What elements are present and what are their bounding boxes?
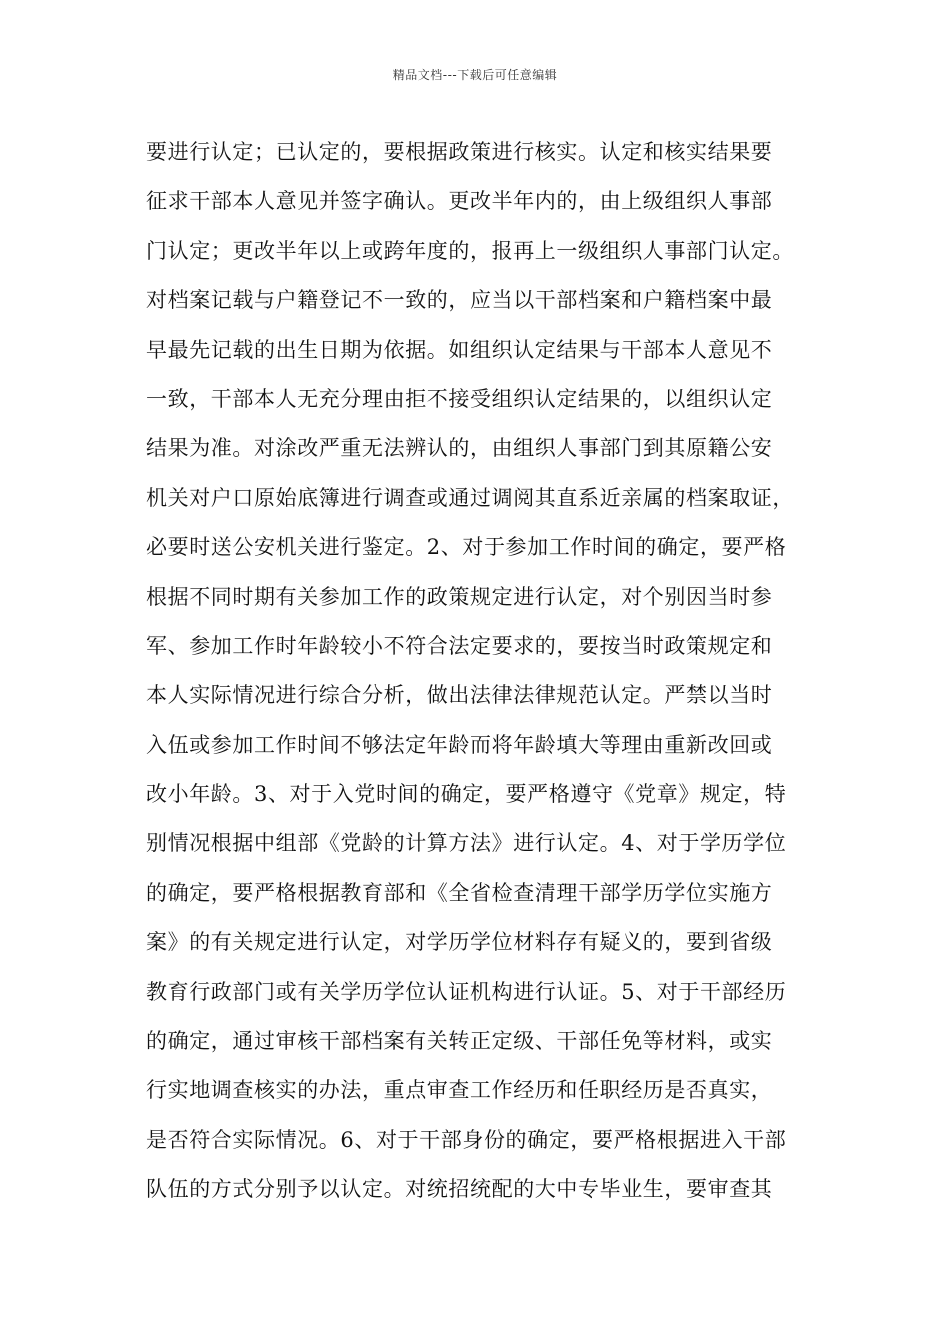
text-line: 队伍的方式分别予以认定。对统招统配的大中专毕业生，要审查其 (146, 1177, 773, 1202)
text-line: 别情况根据中组部《党龄的计算方法》进行认定。4、对于学历学位 (146, 831, 787, 856)
text-line: 军、参加工作时年龄较小不符合法定要求的，要按当时政策规定和 (146, 633, 773, 658)
text-line: 根据不同时期有关参加工作的政策规定进行认定，对个别因当时参 (146, 584, 773, 609)
text-line: 是否符合实际情况。6、对于干部身份的确定，要严格根据进入干部 (146, 1127, 787, 1152)
text-line: 的确定，要严格根据教育部和《全省检查清理干部学历学位实施方 (146, 880, 773, 905)
text-line: 案》的有关规定进行认定，对学历学位材料存有疑义的，要到省级 (146, 930, 773, 955)
text-line: 机关对户口原始底簿进行调查或通过调阅其直系近亲属的档案取证， (146, 485, 794, 510)
text-line: 征求干部本人意见并签字确认。更改半年内的，由上级组织人事部 (146, 189, 773, 214)
document-body (146, 135, 836, 1222)
text-line: 结果为准。对涂改严重无法辨认的，由组织人事部门到其原籍公安 (146, 436, 773, 461)
text-line: 教育行政部门或有关学历学位认证机构进行认证。5、对于干部经历 (146, 979, 787, 1004)
text-line: 的确定，通过审核干部档案有关转正定级、干部任免等材料，或实 (146, 1029, 773, 1054)
text-line: 早最先记载的出生日期为依据。如组织认定结果与干部本人意见不 (146, 337, 773, 362)
text-line: 改小年龄。3、对于入党时间的确定，要严格遵守《党章》规定，特 (146, 782, 787, 807)
text-line: 对档案记载与户籍登记不一致的，应当以干部档案和户籍档案中最 (146, 288, 773, 313)
text-line: 一致，干部本人无充分理由拒不接受组织认定结果的，以组织认定 (146, 386, 773, 411)
text-line: 行实地调查核实的办法，重点审查工作经历和任职经历是否真实， (146, 1078, 773, 1103)
text-line: 本人实际情况进行综合分析，做出法律法律规范认定。严禁以当时 (146, 683, 773, 708)
text-line: 必要时送公安机关进行鉴定。2、对于参加工作时间的确定，要严格 (146, 535, 787, 560)
text-line: 要进行认定；已认定的，要根据政策进行核实。认定和核实结果要 (146, 140, 773, 164)
text-line: 入伍或参加工作时间不够法定年龄而将年龄填大等理由重新改回或 (146, 732, 773, 757)
page-header: 精品文档---下载后可任意编辑 (392, 68, 558, 82)
text-line: 门认定；更改半年以上或跨年度的，报再上一级组织人事部门认定。 (146, 238, 794, 263)
